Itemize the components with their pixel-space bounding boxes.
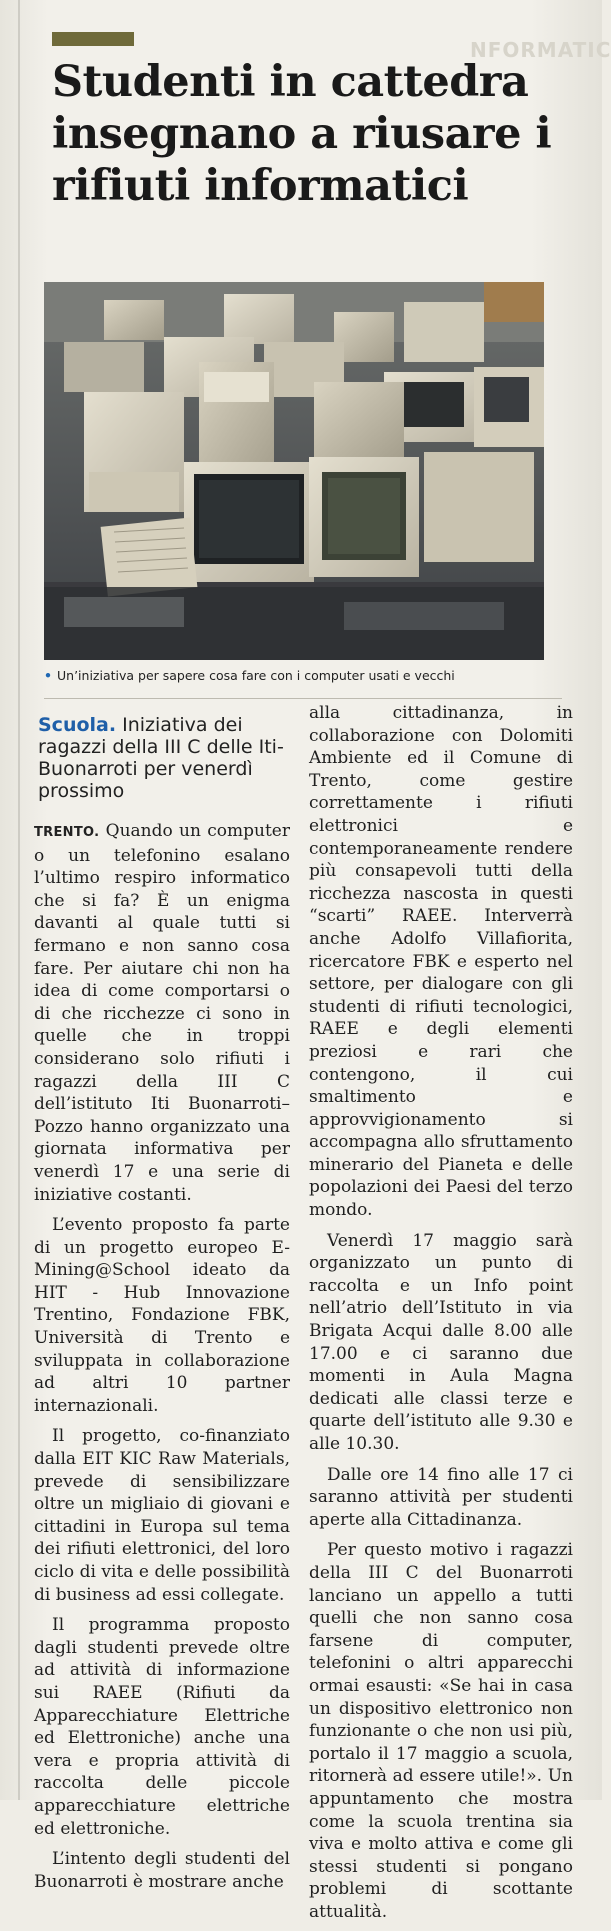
article-paragraph: Dalle ore 14 fino alle 17 ci saranno attività per studenti aperte alla Cittadinanza. [309,1464,573,1530]
article-paragraph: L’intento degli studenti del Buonarroti è mostrare anche [34,1849,290,1892]
caption-text: Un’iniziativa per sapere cosa fare con i computer usati e vecchi [57,668,455,683]
article-column-left [34,706,290,1901]
article-paragraph: Venerdì 17 maggio sarà organizzato un punto di raccolta e un Info point nell’atrio dell’Istituto in via Brigata Acqui dalle 8.00 alle 17.00 e ci saranno due momenti in Aula Magna dedicati alle classi terze e quarte dell’istituto alle 9.30 e alle 10.30. [309,1230,573,1454]
section-kicker-bar [52,32,134,46]
photo-caption [44,668,574,683]
article-paragraph [34,820,290,1206]
dateline: TRENTO. [34,825,100,840]
article-subhead [38,714,290,802]
article-column-right [309,702,573,1931]
article-headline: Studenti in cattedra insegnano a riusare i rifiuti informatici [52,57,552,211]
paragraph-text: Quando un computer o un telefonino esalano l’ultimo respiro informatico che si fa? È un enigma davanti al quale tutti si fermano e non sanno cosa fare. Per aiutare chi non ha idea di come comportarsi o di che ricchezze ci sono in quelle che in troppi considerano solo rifiuti i ragazzi della III C dell’istituto Iti Buonarroti–Pozzo hanno organizzato una giornata informativa per venerdì 17 e una serie di iniziative costanti. [34,821,290,1205]
discarded-computers-illustration [44,282,544,660]
article-paragraph: Il progetto, co-finanziato dalla EIT KIC Raw Materials, prevede di sensibilizzare oltre un migliaio di giovani e cittadini in Europa sul tema dei rifiuti elettronici, del loro ciclo di vita e delle possibilità di business ad essi collegate. [34,1426,290,1605]
caption-divider [44,698,562,699]
subhead-text: Iniziativa dei ragazzi della III C delle Iti-Buonarroti per venerdì prossimo [38,714,284,802]
page-fold-shadow [18,0,20,1800]
article-paragraph: Per questo motivo i ragazzi della III C del Buonarroti lanciano un appello a tutti quelli che non sanno cosa farsene di computer, telefonini o altri apparecchi ormai esausti: «Se hai in casa un dispositivo elettronico non funzionante o che non usi più, portalo il 17 maggio a scuola, ritornerà ad essere utile!». Un appuntamento che mostra come la scuola trentina sia viva e molto attiva e come gli stessi studenti si pongano problemi di scottante attualità. [309,1540,573,1922]
caption-bullet-icon: • [44,668,52,683]
article-paragraph: Il programma proposto dagli studenti prevede oltre ad attività di informazione sui RAEE (Rifiuti da Apparecchiature Elettriche ed Elettroniche) anche una vera e propria attività di raccolta delle piccole apparecchiature elettriche ed elettroniche. [34,1615,290,1839]
subhead-section-tag: Scuola. [38,714,117,736]
article-photo [44,282,544,660]
article-paragraph: alla cittadinanza, in collaborazione con Dolomiti Ambiente ed il Comune di Trento, come gestire correttamente i rifiuti elettronici e contemporaneamente rendere più consapevoli tutti della ricchezza nascosta in questi “scarti” RAEE. Interverrà anche Adolfo Villafiorita, ricercatore FBK e esperto nel settore, per dialogare con gli studenti di rifiuti tecnologici, RAEE e degli elementi preziosi e rari che contengono, il cui smaltimento e approvvigionamento si accompagna allo sfruttamento minerario del Pianeta e delle popolazioni dei Paesi del terzo mondo. [309,703,573,1221]
section-ghost-label: NFORMATIC [470,38,611,62]
article-paragraph: L’evento proposto fa parte di un progetto europeo E-Mining@School ideato da HIT - Hub Innovazione Trentino, Fondazione FBK, Università di Trento e sviluppata in collaborazione ad altri 10 partner internazionali. [34,1215,290,1416]
